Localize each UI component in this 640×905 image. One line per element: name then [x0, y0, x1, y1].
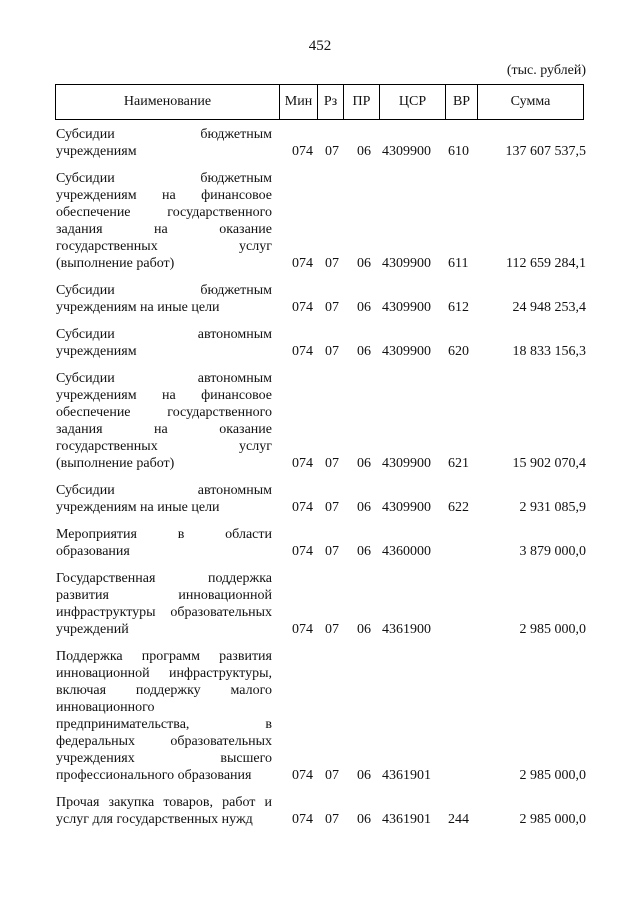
- row-sum: 24 948 253,4: [512, 300, 586, 315]
- row-min: 074: [292, 456, 313, 471]
- row-rz: 07: [325, 500, 339, 515]
- row-vr: 244: [448, 812, 469, 827]
- table-body: [56, 126, 586, 838]
- header-csr: ЦСР: [380, 85, 446, 119]
- header-vr: ВР: [446, 85, 478, 119]
- row-sum: 2 985 000,0: [519, 622, 586, 637]
- table-header: [55, 84, 584, 120]
- table-row: [56, 570, 586, 638]
- row-name: Прочая закупка товаров, работ и услуг для государственных нужд: [56, 795, 272, 827]
- table-row: [56, 526, 586, 560]
- row-vr: 610: [448, 144, 469, 159]
- row-csr: 4309900: [382, 256, 431, 271]
- row-sum: 2 985 000,0: [519, 812, 586, 827]
- row-pr: 06: [357, 812, 371, 827]
- row-min: 074: [292, 344, 313, 359]
- row-min: 074: [292, 300, 313, 315]
- row-pr: 06: [357, 500, 371, 515]
- row-csr: 4360000: [382, 544, 431, 559]
- row-sum: 15 902 070,4: [512, 456, 586, 471]
- row-min: 074: [292, 256, 313, 271]
- row-vr: 620: [448, 344, 469, 359]
- row-pr: 06: [357, 622, 371, 637]
- row-min: 074: [292, 622, 313, 637]
- row-rz: 07: [325, 300, 339, 315]
- row-name: Государственная поддержка развития инновационной инфраструктуры образовательных учреждений: [56, 571, 272, 637]
- row-name: Поддержка программ развития инновационной инфраструктуры, включая поддержку малого инновационного предпринимательства, в федеральных образовательных учреждениях высшего профессионального образования: [56, 649, 272, 783]
- row-csr: 4361900: [382, 622, 431, 637]
- header-pr: ПР: [344, 85, 380, 119]
- row-min: 074: [292, 500, 313, 515]
- header-sum: Сумма: [510, 94, 551, 109]
- row-name: Субсидии бюджетным учреждениям на финансовое обеспечение государственного задания на оказание государственных услуг (выполнение работ): [56, 171, 272, 271]
- row-csr: 4309900: [382, 456, 431, 471]
- row-sum: 112 659 284,1: [506, 256, 586, 271]
- row-min: 074: [292, 812, 313, 827]
- row-csr: 4309900: [382, 500, 431, 515]
- table-row: [56, 326, 586, 360]
- row-name: Субсидии автономным учреждениям на финансовое обеспечение государственного задания на оказание государственных услуг (выполнение работ): [56, 371, 272, 471]
- row-csr: 4309900: [382, 144, 431, 159]
- table-row: [56, 794, 586, 828]
- row-name: Субсидии автономным учреждениям на иные цели: [56, 483, 272, 515]
- row-rz: 07: [325, 256, 339, 271]
- table-row: [56, 370, 586, 472]
- row-name: Мероприятия в области образования: [56, 527, 272, 559]
- row-rz: 07: [325, 768, 339, 783]
- row-csr: 4361901: [382, 768, 431, 783]
- row-rz: 07: [325, 344, 339, 359]
- row-csr: 4361901: [382, 812, 431, 827]
- row-vr: 612: [448, 300, 469, 315]
- row-rz: 07: [325, 544, 339, 559]
- page-number: 452: [308, 38, 332, 54]
- row-sum: 137 607 537,5: [505, 144, 586, 159]
- row-csr: 4309900: [382, 300, 431, 315]
- row-csr: 4309900: [382, 344, 431, 359]
- header-rz: Рз: [318, 85, 344, 119]
- row-vr: 621: [448, 456, 469, 471]
- row-name: Субсидии бюджетным учреждениям: [56, 127, 272, 159]
- row-sum: 2 931 085,9: [519, 500, 586, 515]
- row-name: Субсидии бюджетным учреждениям на иные цели: [56, 283, 272, 315]
- row-pr: 06: [357, 300, 371, 315]
- row-pr: 06: [357, 144, 371, 159]
- row-pr: 06: [357, 544, 371, 559]
- row-rz: 07: [325, 812, 339, 827]
- row-pr: 06: [357, 768, 371, 783]
- table-row: [56, 648, 586, 784]
- row-name: Субсидии автономным учреждениям: [56, 327, 272, 359]
- units-label: (тыс. рублей): [506, 63, 586, 78]
- row-vr: 611: [448, 256, 469, 271]
- row-sum: 18 833 156,3: [512, 344, 586, 359]
- table-row: [56, 282, 586, 316]
- row-rz: 07: [325, 144, 339, 159]
- row-min: 074: [292, 144, 313, 159]
- row-min: 074: [292, 768, 313, 783]
- header-min: Мин: [280, 85, 318, 119]
- row-sum: 3 879 000,0: [519, 544, 586, 559]
- row-sum: 2 985 000,0: [519, 768, 586, 783]
- row-pr: 06: [357, 256, 371, 271]
- table-row: [56, 170, 586, 272]
- table-row: [56, 482, 586, 516]
- table-row: [56, 126, 586, 160]
- row-rz: 07: [325, 456, 339, 471]
- row-pr: 06: [357, 456, 371, 471]
- header-name: Наименование: [56, 85, 280, 119]
- row-min: 074: [292, 544, 313, 559]
- row-pr: 06: [357, 344, 371, 359]
- row-rz: 07: [325, 622, 339, 637]
- row-vr: 622: [448, 500, 469, 515]
